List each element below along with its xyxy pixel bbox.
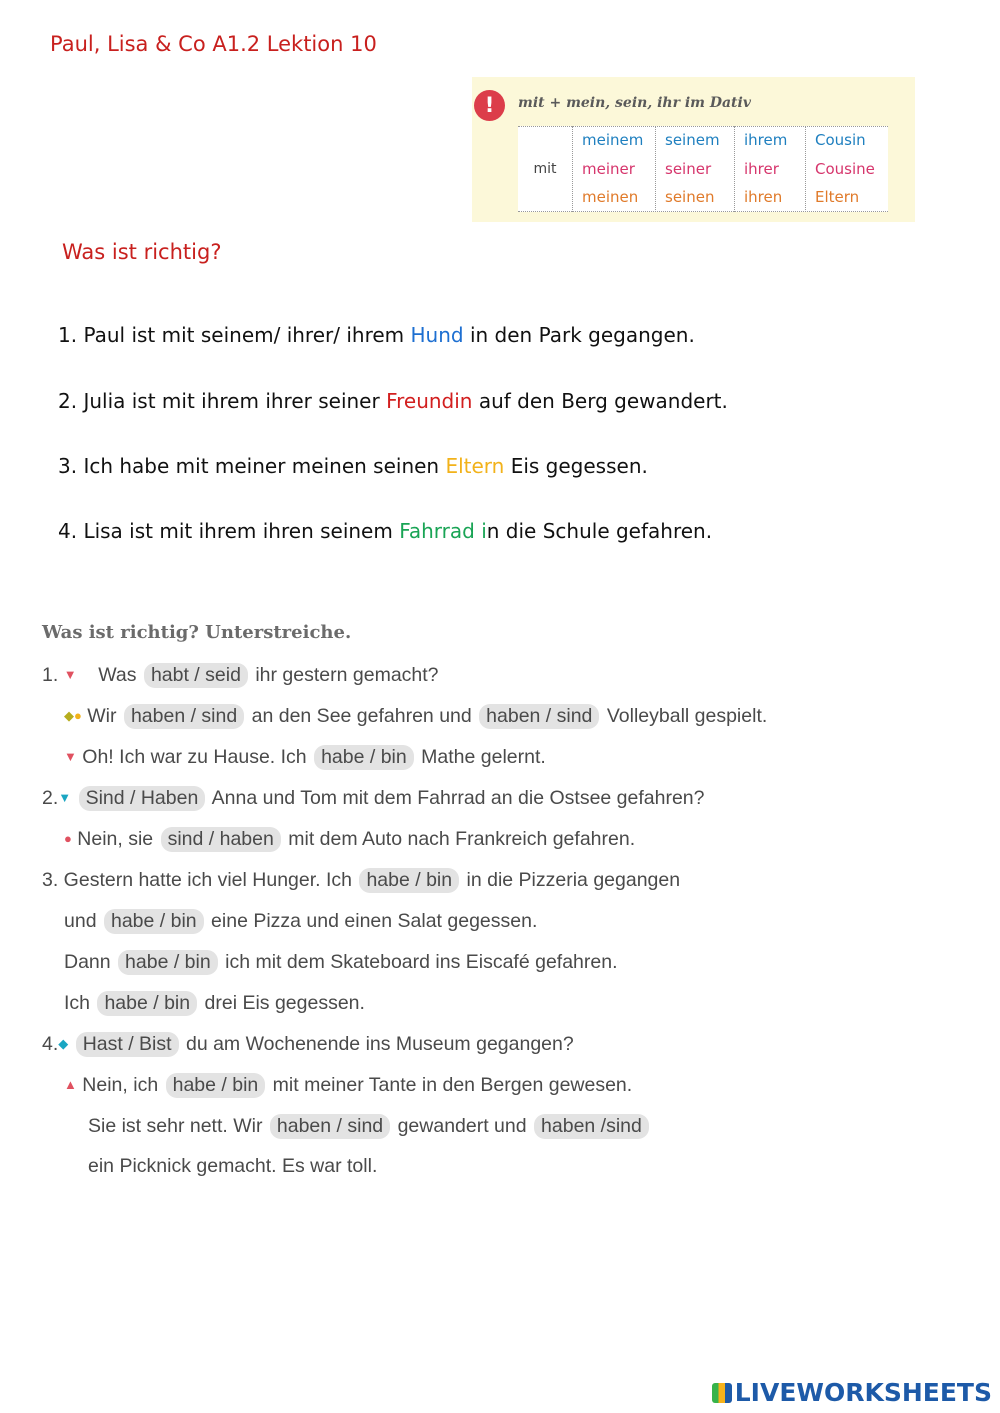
exercise2-line-6: 3. Gestern hatte ich viel Hunger. Ich habe / bin in die Pizzeria gegangen: [42, 869, 681, 891]
exercise2-line-8: Dann habe / bin ich mit dem Skateboard ins Eiscafé gefahren.: [64, 951, 618, 973]
choice-pill[interactable]: habt / seid: [144, 663, 248, 688]
exercise2-title: Was ist richtig? Unterstreiche.: [42, 622, 352, 643]
exercise1-item-4: 4. Lisa ist mit ihrem ihren seinem Fahrrad in die Schule gefahren.: [58, 519, 713, 543]
exercise1-question: Was ist richtig?: [62, 240, 222, 264]
grammar-row-label: mit: [518, 126, 573, 212]
choice-pill[interactable]: Hast / Bist: [76, 1032, 179, 1057]
grammar-cell: meiner: [582, 159, 635, 178]
exercise2-line-1: 1. ▼ Was habt / seid ihr gestern gemacht?: [42, 664, 439, 686]
logo-icon: [712, 1383, 732, 1403]
grammar-cell: ihrer: [744, 159, 779, 178]
grammar-cell: seinen: [665, 188, 715, 207]
exercise1-item-1: 1. Paul ist mit seinem/ ihrer/ ihrem Hund in den Park gegangen.: [58, 323, 695, 347]
exercise2-line-9: Ich habe / bin drei Eis gegessen.: [64, 992, 365, 1014]
diamond-icon: ◆: [64, 708, 74, 723]
choice-pill[interactable]: haben / sind: [479, 704, 599, 729]
exercise2-line-5: ● Nein, sie sind / haben mit dem Auto nach Frankreich gefahren.: [64, 828, 636, 850]
choice-pill[interactable]: habe / bin: [104, 909, 204, 934]
grammar-cell: Cousine: [815, 159, 875, 178]
choice-pill[interactable]: sind / haben: [161, 827, 281, 852]
choice-pill[interactable]: habe / bin: [166, 1073, 266, 1098]
exercise2-line-3: ▼ Oh! Ich war zu Hause. Ich habe / bin Mathe gelernt.: [64, 746, 546, 768]
choice-pill[interactable]: habe / bin: [97, 991, 197, 1016]
choice-pill[interactable]: habe / bin: [314, 745, 414, 770]
diamond-icon: ◆: [58, 1036, 69, 1051]
circle-icon: ●: [74, 708, 82, 723]
exercise2-line-4: 2.▼ Sind / Haben Anna und Tom mit dem Fahrrad an die Ostsee gefahren?: [42, 787, 705, 809]
grammar-table: [518, 126, 888, 212]
choice-pill[interactable]: haben / sind: [124, 704, 244, 729]
exercise2-line-2: ◆● Wir haben / sind an den See gefahren und haben / sind Volleyball gespielt.: [64, 705, 768, 727]
circle-icon: ●: [64, 831, 72, 846]
liveworksheets-logo[interactable]: LIVEWORKSHEETS: [712, 1378, 992, 1407]
exercise2-line-7: und habe / bin eine Pizza und einen Salat gegessen.: [64, 910, 538, 932]
exclamation-icon: !: [474, 90, 505, 121]
exercise2-line-11: ▲ Nein, ich habe / bin mit meiner Tante in den Bergen gewesen.: [64, 1074, 633, 1096]
triangle-up-icon: ▲: [64, 1077, 77, 1092]
triangle-down-icon: ▼: [58, 790, 72, 805]
grammar-column-ihr: [735, 126, 806, 212]
triangle-down-icon: ▼: [64, 749, 77, 764]
exercise2-line-12: Sie ist sehr nett. Wir haben / sind gewandert und haben /sind: [88, 1114, 651, 1139]
grammar-cell: ihren: [744, 188, 783, 207]
exercise2-line-13: ein Picknick gemacht. Es war toll.: [88, 1155, 378, 1177]
grammar-cell: meinen: [582, 188, 639, 207]
choice-pill[interactable]: haben / sind: [270, 1114, 390, 1139]
grammar-cell: meinem: [582, 131, 644, 149]
triangle-down-icon: ▼: [63, 667, 77, 682]
exercise1-item-2: 2. Julia ist mit ihrem ihrer seiner Freundin auf den Berg gewandert.: [58, 389, 728, 413]
choice-pill[interactable]: habe / bin: [359, 868, 459, 893]
choice-pill[interactable]: haben /sind: [534, 1114, 649, 1139]
grammar-column-mein: [573, 126, 656, 212]
choice-pill[interactable]: Sind / Haben: [79, 786, 206, 811]
grammar-cell: seinem: [665, 131, 720, 149]
exercise2-line-10: 4.◆ Hast / Bist du am Wochenende ins Museum gegangen?: [42, 1033, 574, 1055]
grammar-box-title: mit + mein, sein, ihr im Dativ: [518, 95, 751, 111]
grammar-cell: ihrem: [744, 131, 788, 149]
grammar-box: [472, 77, 915, 222]
grammar-cell: Cousin: [815, 131, 866, 149]
grammar-column-nouns: [806, 126, 888, 212]
exercise1-item-3: 3. Ich habe mit meiner meinen seinen Eltern Eis gegessen.: [58, 454, 648, 478]
choice-pill[interactable]: habe / bin: [118, 950, 218, 975]
grammar-cell: seiner: [665, 159, 712, 178]
grammar-column-sein: [656, 126, 735, 212]
worksheet-title: Paul, Lisa & Co A1.2 Lektion 10: [50, 32, 377, 56]
grammar-cell: Eltern: [815, 188, 860, 207]
